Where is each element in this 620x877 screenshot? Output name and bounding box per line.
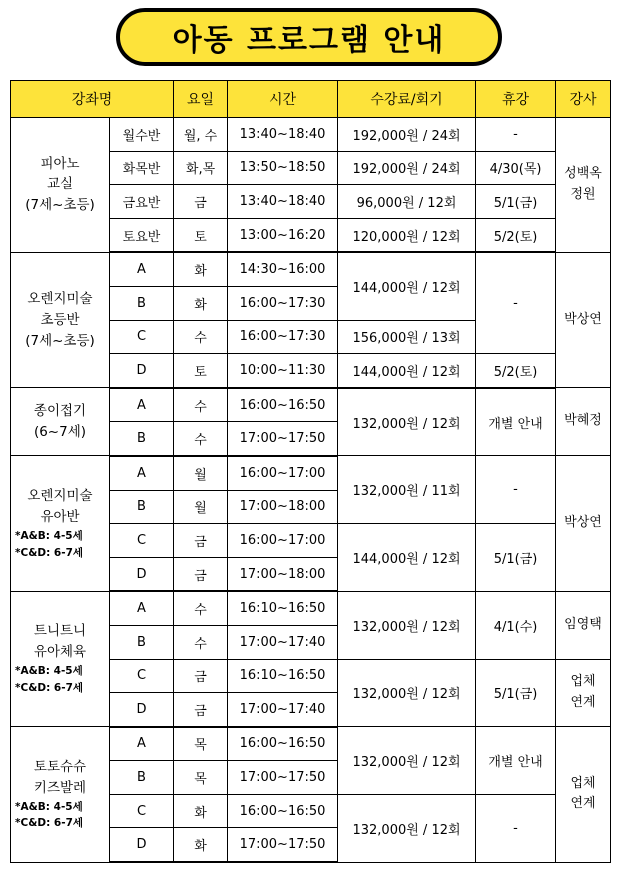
fee-cell: 132,000원 / 12회 [338, 659, 476, 727]
course-name-cell [11, 456, 110, 591]
time-cell: 17:00~17:50 [228, 761, 338, 795]
teacher-cell [556, 456, 611, 591]
day-cell: 목 [174, 727, 228, 761]
table-row [11, 727, 611, 761]
break-cell: 5/1(금) [476, 524, 556, 592]
course-name-line: 키즈발레 [33, 779, 87, 796]
course-name-line: 오렌지미술 [27, 290, 93, 307]
course-name-line: 토토슈슈 [33, 758, 87, 775]
fee-cell: 96,000원 / 12회 [338, 185, 476, 219]
course-age-note: *A&B: 4-5세 [15, 665, 83, 678]
course-name-line: (7세~초등) [25, 197, 95, 214]
day-cell: 금 [174, 185, 228, 219]
class-cell: D [110, 828, 174, 862]
fee-cell: 144,000원 / 12회 [338, 524, 476, 592]
time-cell: 16:00~16:50 [228, 794, 338, 828]
day-cell: 화 [174, 828, 228, 862]
header-course: 강좌명 [11, 81, 174, 118]
course-name-line: (7세~초등) [25, 332, 95, 349]
time-cell: 13:50~18:50 [228, 151, 338, 185]
break-cell: 4/1(수) [476, 591, 556, 659]
fee-cell: 132,000원 / 12회 [338, 727, 476, 795]
table-row [11, 252, 611, 286]
teacher-name: 연계 [570, 796, 596, 812]
class-cell: A [110, 388, 174, 422]
time-cell: 16:00~17:30 [228, 286, 338, 320]
table-row [11, 388, 611, 422]
day-cell: 수 [174, 625, 228, 659]
course-name-line: 유아체육 [33, 644, 87, 661]
time-cell: 17:00~18:00 [228, 557, 338, 591]
day-cell: 금 [174, 557, 228, 591]
class-cell: A [110, 252, 174, 286]
course-name-line: (6~7세) [33, 423, 87, 440]
time-cell: 13:40~18:40 [228, 185, 338, 219]
time-cell: 13:40~18:40 [228, 118, 338, 152]
fee-cell: 144,000원 / 12회 [338, 354, 476, 388]
fee-cell: 192,000원 / 24회 [338, 118, 476, 152]
teacher-cell [556, 252, 611, 387]
course-name-line: 교실 [46, 176, 74, 193]
teacher-name: 박상연 [564, 515, 602, 531]
break-cell: - [476, 794, 556, 862]
fee-cell: 144,000원 / 12회 [338, 252, 476, 320]
class-cell: 토요반 [110, 218, 174, 252]
time-cell: 16:00~17:30 [228, 320, 338, 354]
day-cell: 화 [174, 794, 228, 828]
header-fee: 수강료/회기 [338, 81, 476, 118]
time-cell: 17:00~17:50 [228, 828, 338, 862]
break-cell: 5/2(토) [476, 354, 556, 388]
teacher-cell [556, 388, 611, 456]
teacher-name: 성백옥 [564, 166, 602, 182]
header-break: 휴강 [476, 81, 556, 118]
table-row [11, 456, 611, 490]
course-name-line: 피아노 [40, 155, 80, 172]
class-cell: A [110, 591, 174, 625]
header-row [11, 81, 611, 118]
class-cell: C [110, 659, 174, 693]
teacher-name: 업체 [570, 775, 596, 791]
time-cell: 16:00~16:50 [228, 388, 338, 422]
time-cell: 16:00~17:00 [228, 456, 338, 490]
course-name-cell [11, 388, 110, 456]
course-age-note: *A&B: 4-5세 [15, 529, 83, 542]
class-cell: D [110, 693, 174, 727]
class-cell: C [110, 524, 174, 558]
day-cell: 수 [174, 422, 228, 456]
course-name-line: 종이접기 [33, 402, 87, 419]
course-age-note: *C&D: 6-7세 [15, 546, 84, 559]
course-age-note: *C&D: 6-7세 [15, 681, 84, 694]
fee-cell: 132,000원 / 12회 [338, 591, 476, 659]
class-cell: B [110, 490, 174, 524]
day-cell: 월 [174, 456, 228, 490]
course-name-line: 유아반 [40, 508, 80, 525]
class-cell: C [110, 794, 174, 828]
time-cell: 16:00~17:00 [228, 524, 338, 558]
table-row [11, 591, 611, 625]
course-age-note: *A&B: 4-5세 [15, 800, 83, 813]
day-cell: 수 [174, 388, 228, 422]
break-cell: 개별 안내 [476, 727, 556, 795]
page-title: 아동 프로그램 안내 [172, 23, 446, 58]
course-name-cell [11, 727, 110, 862]
teacher-name: 정원 [570, 186, 596, 202]
break-cell: - [476, 252, 556, 353]
class-cell: D [110, 557, 174, 591]
course-name-cell [11, 591, 110, 726]
fee-cell: 156,000원 / 13회 [338, 320, 476, 354]
course-name-line: 오렌지미술 [27, 487, 93, 504]
class-cell: A [110, 727, 174, 761]
teacher-name: 업체 [570, 674, 596, 690]
day-cell: 목 [174, 761, 228, 795]
day-cell: 화,목 [174, 151, 228, 185]
day-cell: 월, 수 [174, 118, 228, 152]
class-cell: B [110, 286, 174, 320]
break-cell: 5/1(금) [476, 659, 556, 727]
title-banner [116, 8, 502, 66]
break-cell: 4/30(목) [476, 151, 556, 185]
program-table [10, 80, 611, 863]
teacher-name: 박혜정 [564, 413, 602, 429]
teacher-name: 박상연 [564, 311, 602, 327]
time-cell: 17:00~17:50 [228, 422, 338, 456]
class-cell: 금요반 [110, 185, 174, 219]
time-cell: 14:30~16:00 [228, 252, 338, 286]
fee-cell: 132,000원 / 11회 [338, 456, 476, 524]
table-row [11, 118, 611, 152]
day-cell: 수 [174, 591, 228, 625]
teacher-cell [556, 591, 611, 659]
class-cell: 화목반 [110, 151, 174, 185]
teacher-cell [556, 118, 611, 253]
time-cell: 10:00~11:30 [228, 354, 338, 388]
header-time: 시간 [228, 81, 338, 118]
teacher-cell [556, 727, 611, 862]
class-cell: B [110, 422, 174, 456]
time-cell: 17:00~18:00 [228, 490, 338, 524]
day-cell: 토 [174, 354, 228, 388]
time-cell: 16:00~16:50 [228, 727, 338, 761]
break-cell: 5/1(금) [476, 185, 556, 219]
fee-cell: 192,000원 / 24회 [338, 151, 476, 185]
day-cell: 금 [174, 659, 228, 693]
teacher-name: 임영택 [564, 616, 602, 632]
day-cell: 화 [174, 286, 228, 320]
course-name-cell [11, 118, 110, 253]
break-cell: 개별 안내 [476, 388, 556, 456]
class-cell: C [110, 320, 174, 354]
teacher-name: 연계 [570, 694, 596, 710]
header-day: 요일 [174, 81, 228, 118]
time-cell: 16:10~16:50 [228, 659, 338, 693]
day-cell: 월 [174, 490, 228, 524]
break-cell: - [476, 456, 556, 524]
break-cell: 5/2(토) [476, 218, 556, 252]
time-cell: 17:00~17:40 [228, 625, 338, 659]
day-cell: 수 [174, 320, 228, 354]
class-cell: A [110, 456, 174, 490]
fee-cell: 120,000원 / 12회 [338, 218, 476, 252]
fee-cell: 132,000원 / 12회 [338, 388, 476, 456]
class-cell: D [110, 354, 174, 388]
header-teacher: 강사 [556, 81, 611, 118]
time-cell: 16:10~16:50 [228, 591, 338, 625]
course-name-line: 트니트니 [33, 623, 87, 640]
teacher-cell [556, 659, 611, 727]
table-body [11, 118, 611, 863]
course-name-cell [11, 252, 110, 387]
break-cell: - [476, 118, 556, 152]
course-name-line: 초등반 [40, 311, 80, 328]
day-cell: 금 [174, 693, 228, 727]
class-cell: B [110, 625, 174, 659]
day-cell: 화 [174, 252, 228, 286]
course-age-note: *C&D: 6-7세 [15, 817, 84, 830]
class-cell: 월수반 [110, 118, 174, 152]
time-cell: 17:00~17:40 [228, 693, 338, 727]
day-cell: 금 [174, 524, 228, 558]
day-cell: 토 [174, 218, 228, 252]
class-cell: B [110, 761, 174, 795]
fee-cell: 132,000원 / 12회 [338, 794, 476, 862]
time-cell: 13:00~16:20 [228, 218, 338, 252]
